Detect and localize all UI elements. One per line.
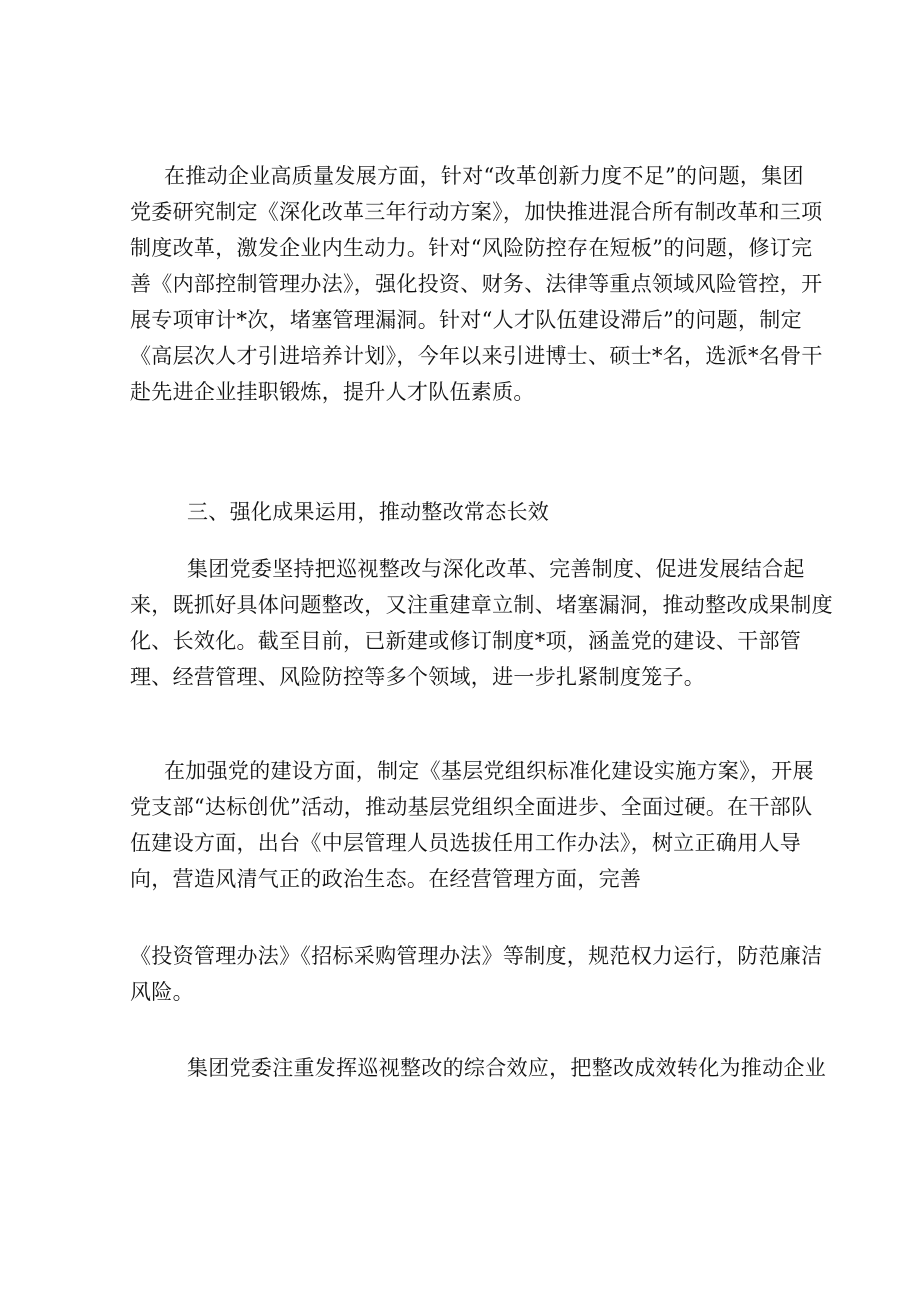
section-heading-text: 三、强化成果运用，推动整改常态长效 [187,500,550,524]
paragraph-line: 制度改革，激发企业内生动力。针对“风险防控存在短板”的问题，修订完 [130,236,813,260]
paragraph-line: 在加强党的建设方面，制定《基层党组织标准化建设实施方案》，开展 [164,759,814,783]
paragraph-line: 集团党委坚持把巡视整改与深化改革、完善制度、促进发展结合起 [187,557,805,581]
paragraph-line: 展专项审计*次，堵塞管理漏洞。针对“人才队伍建设滞后”的问题，制定 [130,308,802,332]
paragraph-line: 党委研究制定《深化改革三年行动方案》，加快推进混合所有制改革和三项 [130,200,823,224]
paragraph-line: 来，既抓好具体问题整改，又注重建章立制、堵塞漏洞，推动整改成果制度 [130,593,833,617]
paragraph-line: 《高层次人才引进培养计划》，今年以来引进博士、硕士*名，选派*名骨干 [130,344,823,368]
paragraph-line: 在推动企业高质量发展方面，针对“改革创新力度不足”的问题，集团 [164,164,804,188]
paragraph-results-application [130,551,833,695]
paragraph-line: 赴先进企业挂职锻炼，提升人才队伍素质。 [130,380,535,404]
paragraph-line: 善《内部控制管理办法》，强化投资、财务、法律等重点领域风险管控，开 [130,272,823,296]
paragraph-line: 集团党委注重发挥巡视整改的综合效应，把整改成效转化为推动企业 [187,1056,826,1080]
paragraph-line: 党支部“达标创优”活动，推动基层党组织全面进步、全面过硬。在干部队 [130,795,813,819]
paragraph-line: 化、长效化。截至目前，已新建或修订制度*项，涵盖党的建设、干部管 [130,629,802,653]
paragraph-line: 风险。 [130,980,194,1004]
paragraph-line: 理、经营管理、风险防控等多个领域，进一步扎紧制度笼子。 [130,665,706,689]
paragraph-party-building [130,753,814,897]
section-heading-three [130,494,795,530]
paragraph-comprehensive-effect [130,1050,826,1086]
paragraph-line: 向，营造风清气正的政治生态。在经营管理方面，完善 [130,867,642,891]
paragraph-line: 《投资管理办法》《招标采购管理办法》等制度，规范权力运行，防范廉洁 [130,944,823,968]
paragraph-management-rules [130,938,823,1010]
paragraph-line: 伍建设方面，出台《中层管理人员选拔任用工作办法》，树立正确用人导 [130,831,802,855]
paragraph-high-quality-development [130,158,823,410]
